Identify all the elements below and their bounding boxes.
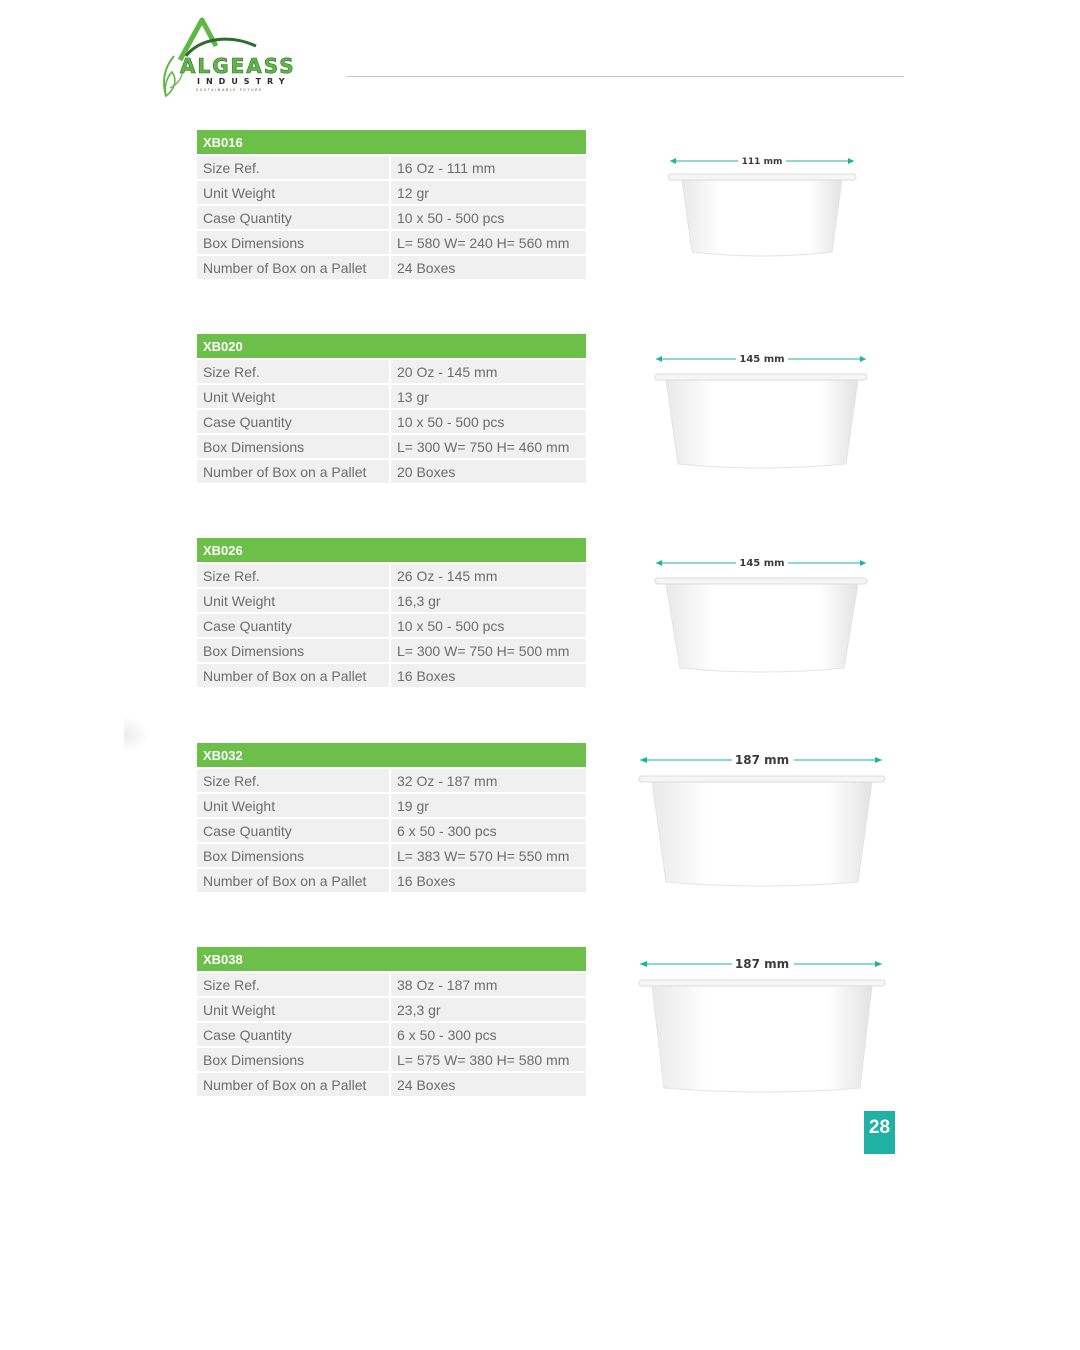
diameter-label: 187 mm (734, 957, 790, 971)
row-value: 10 x 50 - 500 pcs (391, 614, 586, 637)
row-value: 16 Oz - 111 mm (391, 156, 586, 179)
row-value: L= 300 W= 750 H= 460 mm (391, 435, 586, 458)
row-label: Case Quantity (197, 410, 389, 433)
table-row (197, 1073, 586, 1096)
table-row (197, 664, 586, 687)
row-value: L= 580 W= 240 H= 560 mm (391, 231, 586, 254)
row-label: Box Dimensions (197, 231, 389, 254)
row-value: 24 Boxes (391, 1073, 586, 1096)
row-value: 13 gr (391, 385, 586, 408)
row-label: Box Dimensions (197, 844, 389, 867)
row-label: Number of Box on a Pallet (197, 1073, 389, 1096)
row-label: Size Ref. (197, 564, 389, 587)
table-row (197, 256, 586, 279)
spec-table-xb038 (197, 947, 586, 1096)
table-row (197, 639, 586, 662)
row-label: Unit Weight (197, 589, 389, 612)
row-value: 6 x 50 - 300 pcs (391, 1023, 586, 1046)
table-row (197, 206, 586, 229)
table-row (197, 231, 586, 254)
row-label: Box Dimensions (197, 435, 389, 458)
diameter-label: 145 mm (739, 558, 785, 569)
row-label: Unit Weight (197, 181, 389, 204)
row-label: Size Ref. (197, 769, 389, 792)
row-value: 10 x 50 - 500 pcs (391, 206, 586, 229)
brand-name: ALGEASS (180, 54, 296, 78)
row-value: 26 Oz - 145 mm (391, 564, 586, 587)
product-code: XB038 (197, 947, 586, 971)
row-value: 10 x 50 - 500 pcs (391, 410, 586, 433)
row-label: Case Quantity (197, 206, 389, 229)
spec-table-xb026 (197, 538, 586, 687)
bowl-image-xb020 (652, 350, 872, 474)
diameter-label: 187 mm (734, 753, 790, 767)
row-value: 23,3 gr (391, 998, 586, 1021)
table-row (197, 1048, 586, 1071)
brand-sub: INDUSTRY (197, 77, 291, 86)
row-label: Case Quantity (197, 1023, 389, 1046)
row-label: Number of Box on a Pallet (197, 256, 389, 279)
table-row (197, 181, 586, 204)
diameter-label: 111 mm (741, 157, 783, 167)
bowl-image-xb016 (664, 152, 860, 262)
table-row (197, 844, 586, 867)
page-number: 28 (864, 1111, 895, 1154)
spec-table-xb016 (197, 130, 586, 279)
product-code: XB016 (197, 130, 586, 154)
row-value: 16 Boxes (391, 869, 586, 892)
row-label: Size Ref. (197, 156, 389, 179)
table-row (197, 973, 586, 996)
product-code: XB032 (197, 743, 586, 767)
row-label: Number of Box on a Pallet (197, 869, 389, 892)
header-divider (346, 76, 904, 77)
row-value: 38 Oz - 187 mm (391, 973, 586, 996)
table-row (197, 1023, 586, 1046)
row-label: Box Dimensions (197, 639, 389, 662)
row-label: Unit Weight (197, 998, 389, 1021)
table-row (197, 410, 586, 433)
row-value: 16 Boxes (391, 664, 586, 687)
brand-tagline: SUSTAINABLE FUTURE (196, 88, 263, 92)
table-row (197, 794, 586, 817)
table-row (197, 869, 586, 892)
brand-logo (160, 16, 300, 102)
row-label: Unit Weight (197, 385, 389, 408)
row-label: Case Quantity (197, 819, 389, 842)
row-label: Number of Box on a Pallet (197, 664, 389, 687)
row-value: 6 x 50 - 300 pcs (391, 819, 586, 842)
row-value: L= 300 W= 750 H= 500 mm (391, 639, 586, 662)
row-label: Case Quantity (197, 614, 389, 637)
row-label: Size Ref. (197, 973, 389, 996)
table-row (197, 998, 586, 1021)
row-value: L= 383 W= 570 H= 550 mm (391, 844, 586, 867)
row-value: 19 gr (391, 794, 586, 817)
spec-table-xb032 (197, 743, 586, 892)
product-code: XB020 (197, 334, 586, 358)
table-row (197, 614, 586, 637)
row-value: 12 gr (391, 181, 586, 204)
row-value: 20 Boxes (391, 460, 586, 483)
table-row (197, 460, 586, 483)
table-row (197, 564, 586, 587)
row-value: 32 Oz - 187 mm (391, 769, 586, 792)
bowl-image-xb038 (636, 954, 888, 1096)
row-label: Box Dimensions (197, 1048, 389, 1071)
table-row (197, 435, 586, 458)
product-code: XB026 (197, 538, 586, 562)
table-row (197, 589, 586, 612)
row-value: 16,3 gr (391, 589, 586, 612)
spec-table-xb020 (197, 334, 586, 483)
row-label: Unit Weight (197, 794, 389, 817)
bowl-image-xb026 (652, 554, 872, 678)
table-row (197, 819, 586, 842)
row-value: 24 Boxes (391, 256, 586, 279)
table-row (197, 385, 586, 408)
row-label: Number of Box on a Pallet (197, 460, 389, 483)
table-row (197, 769, 586, 792)
table-row (197, 156, 586, 179)
row-value: L= 575 W= 380 H= 580 mm (391, 1048, 586, 1071)
bowl-image-xb032 (636, 750, 888, 892)
table-row (197, 360, 586, 383)
row-label: Size Ref. (197, 360, 389, 383)
scan-artifact (124, 718, 148, 752)
row-value: 20 Oz - 145 mm (391, 360, 586, 383)
diameter-label: 145 mm (739, 354, 785, 365)
